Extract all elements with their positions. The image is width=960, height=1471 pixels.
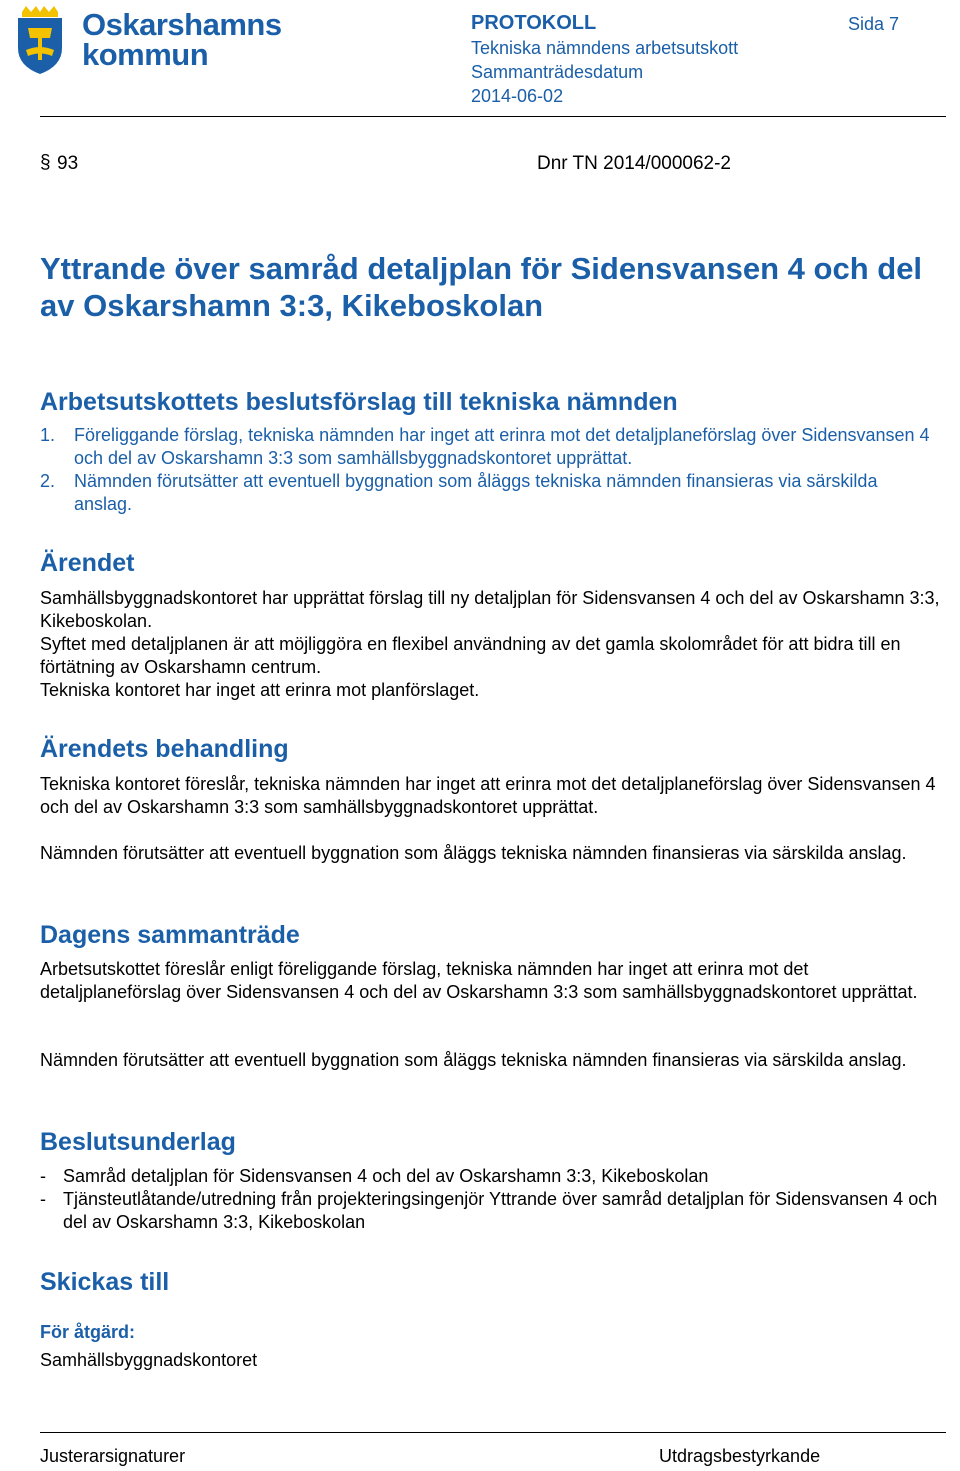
footer-divider	[40, 1432, 946, 1433]
sammantrade-heading: Dagens sammanträde	[40, 921, 300, 949]
list-item	[40, 424, 940, 470]
beslutsunderlag-list	[40, 1165, 940, 1234]
list-item	[40, 470, 940, 516]
document-type: PROTOKOLL	[471, 12, 597, 34]
behandling-paragraph-1: Tekniska kontoret föreslår, tekniska nämnden har inget att erinra mot det detaljplaneförslag över Sidensvansen 4 och del av Oskarshamn 3:3 som samhällsbyggnadskontoret upprättat.	[40, 774, 936, 817]
skickas-heading: Skickas till	[40, 1268, 170, 1296]
list-item-number: 2.	[40, 471, 56, 491]
page-number: Sida 7	[848, 14, 900, 34]
list-bullet: -	[40, 1189, 46, 1209]
header-divider	[40, 116, 946, 117]
arendet-paragraph-1: Samhällsbyggnadskontoret har upprättat förslag till ny detaljplan för Sidensvansen 4 och del av Oskarshamn 3:3, Kikeboskolan.	[40, 588, 940, 631]
diary-number: Dnr TN 2014/000062-2	[537, 153, 731, 174]
behandling-paragraph-2: Nämnden förutsätter att eventuell byggnation som åläggs tekniska nämnden finansieras via särskilda anslag.	[40, 843, 907, 863]
arendet-paragraph-3: Tekniska kontoret har inget att erinra mot planförslaget.	[40, 680, 480, 700]
proposal-heading: Arbetsutskottets beslutsförslag till tekniska nämnden	[40, 388, 678, 416]
footer-signatures-label: Justerarsignaturer	[40, 1446, 186, 1466]
list-item	[40, 1188, 940, 1234]
list-bullet: -	[40, 1166, 46, 1186]
sammantrade-paragraph-1: Arbetsutskottet föreslår enligt föreliggande förslag, tekniska nämnden har inget att erinra mot det detaljplaneförslag över Sidensvansen 4 och del av Oskarshamn 3:3 som samhällsbyggnadskontoret upprättat.	[40, 959, 918, 1002]
footer-certification-label: Utdragsbestyrkande	[659, 1446, 821, 1466]
list-item-number: 1.	[40, 425, 56, 445]
committee-name: Tekniska nämndens arbetsutskott	[471, 38, 739, 58]
logo-line-1: Oskarshamns	[82, 7, 282, 42]
meeting-date: 2014-06-02	[471, 86, 564, 106]
coat-of-arms-icon	[12, 4, 68, 76]
logo-wordmark	[82, 7, 282, 72]
list-item	[40, 1165, 940, 1188]
arendet-paragraph-2: Syftet med detaljplanen är att möjliggöra en flexibel användning av det gamla skolområdet för att bidra till en förtätning av Oskarshamn centrum.	[40, 634, 901, 677]
list-item-text: Nämnden förutsätter att eventuell byggnation som åläggs tekniska nämnden finansieras via särskilda anslag.	[74, 471, 878, 514]
paragraph-number: 93	[57, 153, 79, 174]
proposal-list	[40, 424, 940, 516]
action-label: För åtgärd:	[40, 1322, 136, 1342]
logo-line-2: kommun	[82, 37, 209, 72]
list-item-text: Samråd detaljplan för Sidensvansen 4 och del av Oskarshamn 3:3, Kikeboskolan	[63, 1166, 709, 1186]
municipality-logo	[12, 4, 282, 78]
behandling-heading: Ärendets behandling	[40, 735, 289, 763]
beslutsunderlag-heading: Beslutsunderlag	[40, 1128, 236, 1156]
arendet-heading: Ärendet	[40, 549, 135, 577]
meeting-date-label: Sammanträdesdatum	[471, 62, 644, 82]
list-item-text: Föreliggande förslag, tekniska nämnden har inget att erinra mot det detaljplaneförslag över Sidensvansen 4 och del av Oskarshamn 3:3 som samhällsbyggnadskontoret upprättat.	[74, 425, 930, 468]
paragraph-mark: §	[40, 152, 51, 173]
recipient: Samhällsbyggnadskontoret	[40, 1350, 258, 1370]
list-item-text: Tjänsteutlåtande/utredning från projekteringsingenjör Yttrande över samråd detaljplan för Sidensvansen 4 och del av Oskarshamn 3:3, Kikeboskolan	[63, 1189, 938, 1232]
sammantrade-paragraph-2: Nämnden förutsätter att eventuell byggnation som åläggs tekniska nämnden finansieras via särskilda anslag.	[40, 1050, 907, 1070]
page-title: Yttrande över samråd detaljplan för Sidensvansen 4 och del av Oskarshamn 3:3, Kikeboskolan	[40, 251, 923, 323]
